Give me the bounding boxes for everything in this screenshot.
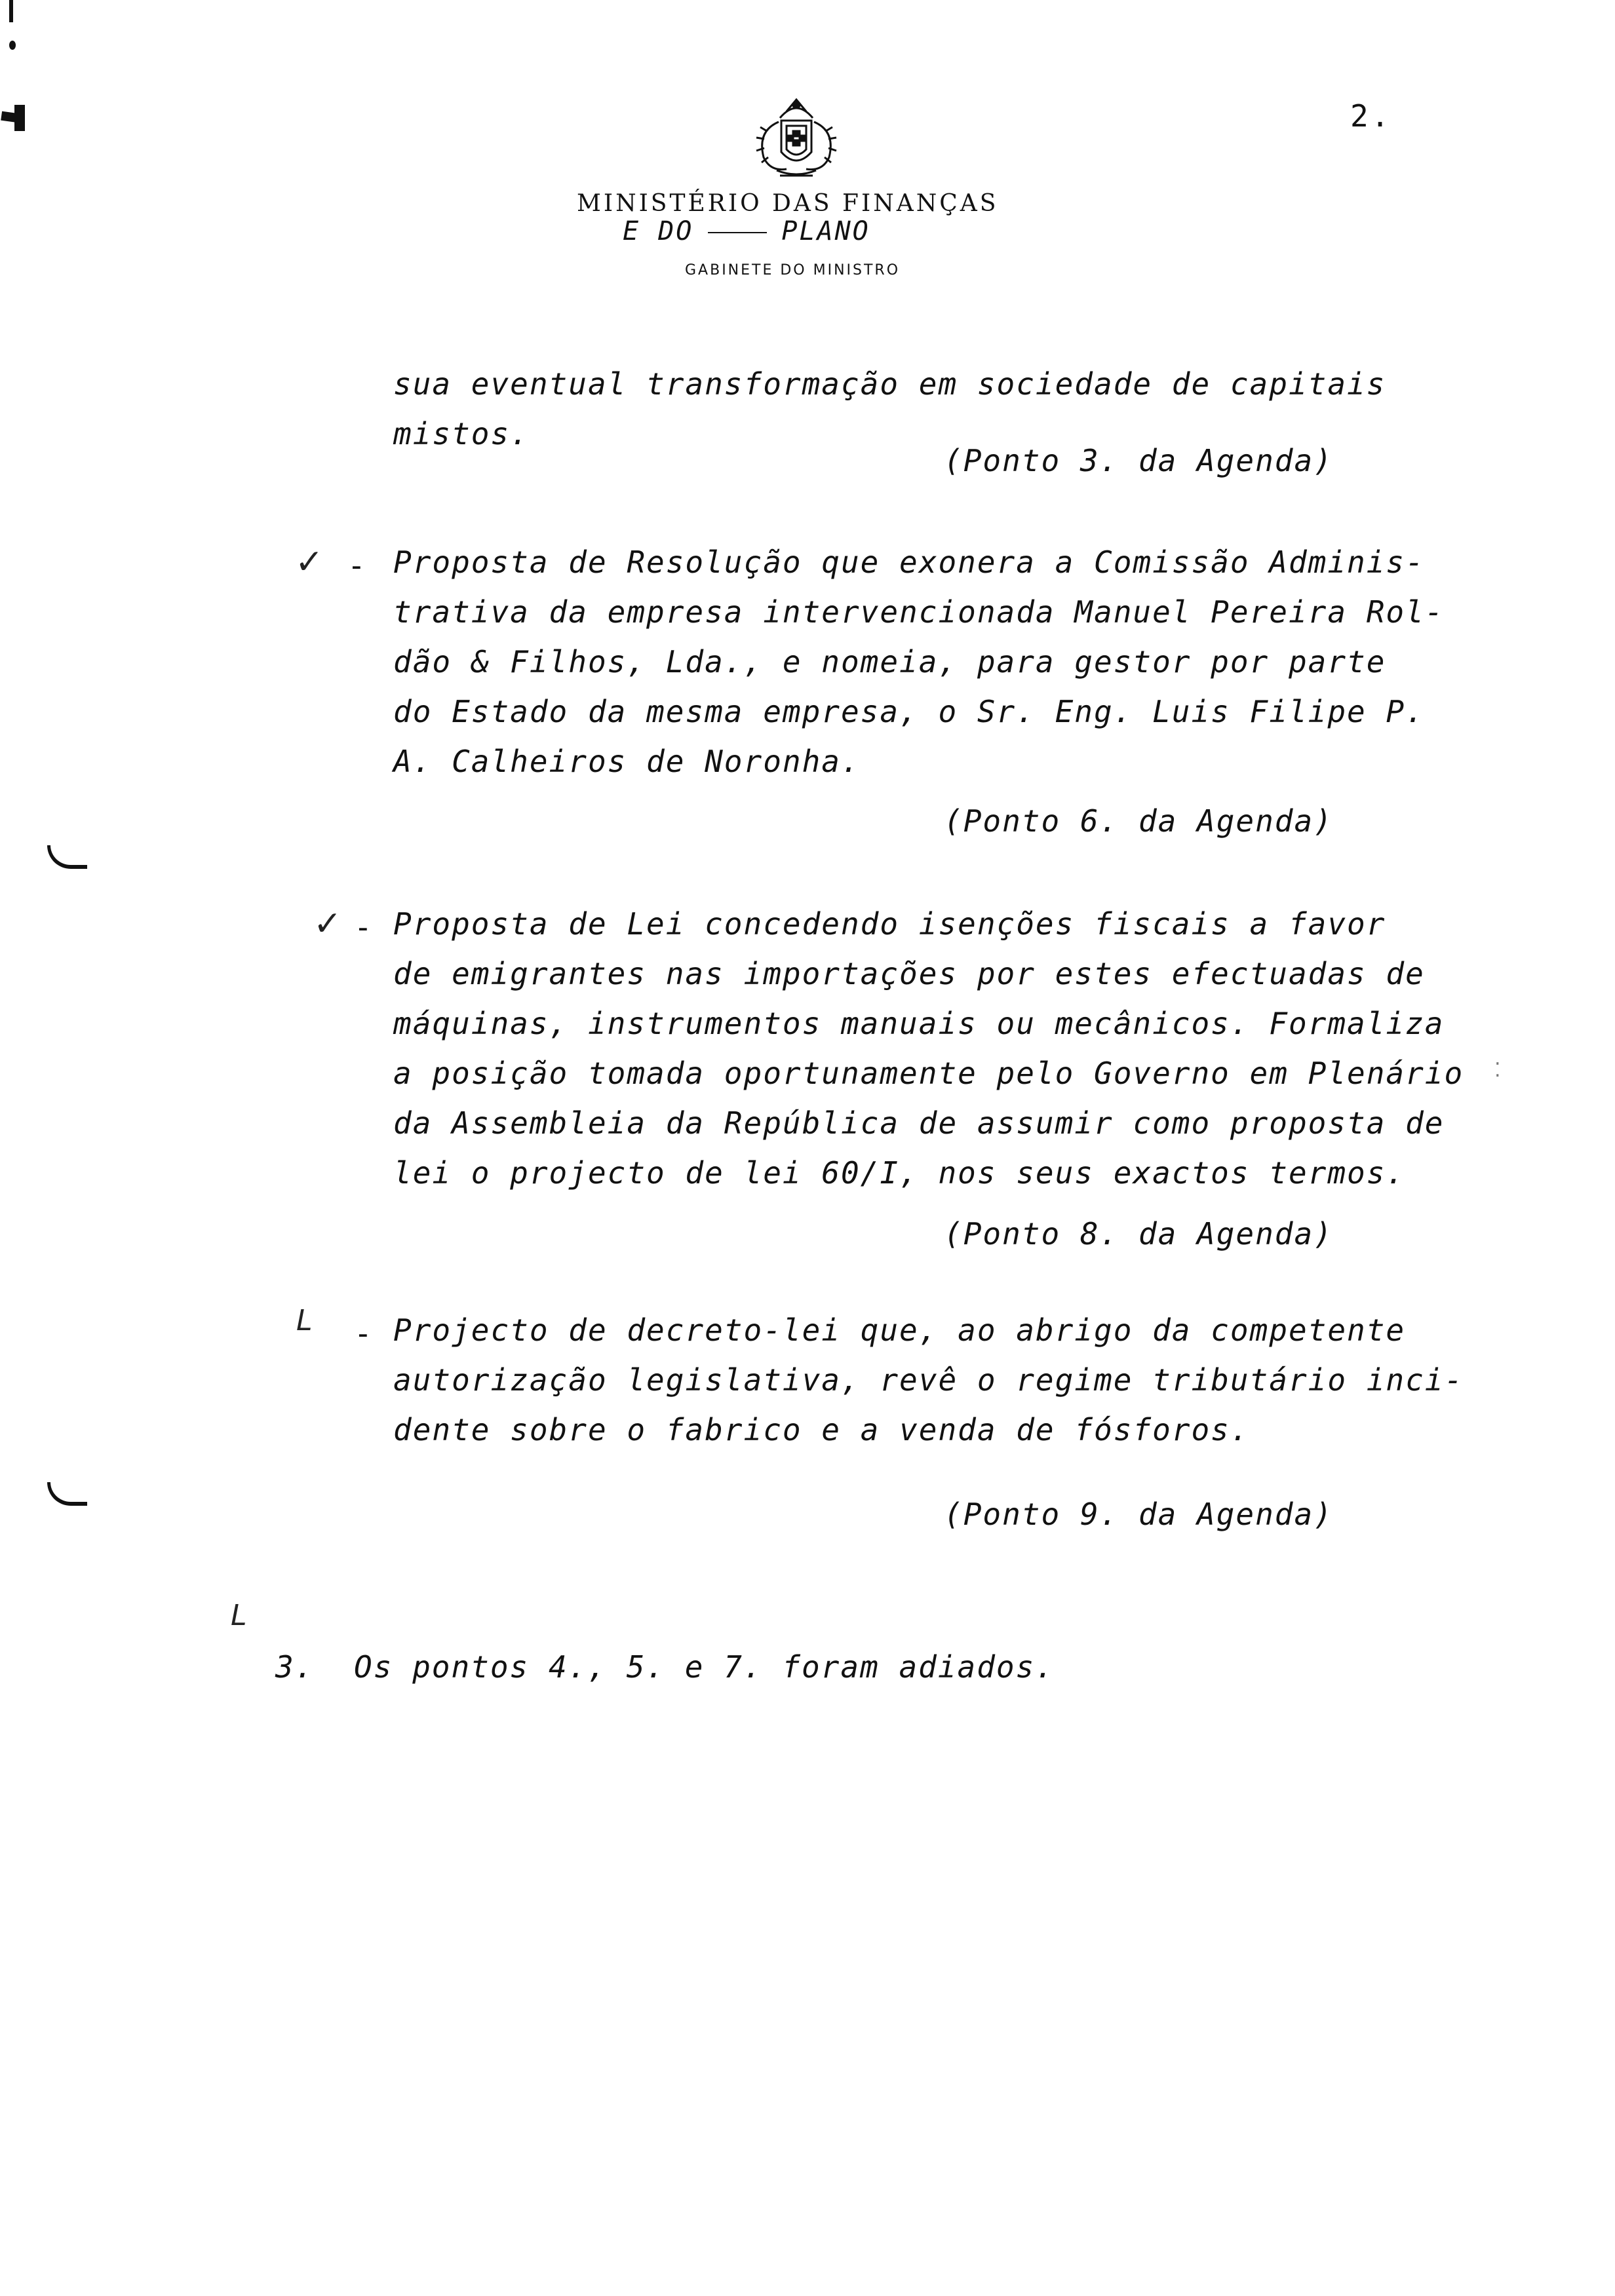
text-line: Proposta de Lei concedendo isenções fiscais a favor <box>393 906 1386 942</box>
text-line: da Assembleia da República de assumir como proposta de <box>393 1105 1445 1141</box>
text-line: máquinas, instrumentos manuais ou mecânicos. Formaliza <box>393 1006 1445 1041</box>
text-line: dão & Filhos, Lda., e nomeia, para gestor por parte <box>393 644 1386 679</box>
text-line: Proposta de Resolução que exonera a Comissão Adminis- <box>393 545 1425 580</box>
agenda-item <box>393 537 1445 786</box>
closing-number: 3. <box>275 1649 315 1685</box>
agenda-reference: (Ponto 9. da Agenda) <box>944 1497 1333 1532</box>
scan-speck: ⁚ <box>1494 1059 1501 1082</box>
checkmark-annotation: ✓ <box>295 543 324 582</box>
ministry-subtitle-right: PLANO <box>781 216 870 246</box>
cabinet-label: GABINETE DO MINISTRO <box>685 262 901 278</box>
text-line: dente sobre o fabrico e a venda de fósforos. <box>393 1412 1250 1447</box>
agenda-reference: (Ponto 8. da Agenda) <box>944 1216 1333 1252</box>
coat-of-arms-icon <box>741 92 852 183</box>
text-line: autorização legislativa, revê o regime tributário inci- <box>393 1362 1464 1398</box>
text-line: do Estado da mesma empresa, o Sr. Eng. Luis Filipe P. <box>393 694 1425 729</box>
text-line: mistos. <box>393 416 530 451</box>
agenda-item <box>393 899 1464 1198</box>
item-bullet: - <box>354 909 372 945</box>
checkmark-annotation: L <box>231 1599 247 1632</box>
closing-text: Os pontos 4., 5. e 7. foram adiados. <box>354 1649 1055 1685</box>
margin-annotation <box>47 1482 87 1506</box>
ministry-name: MINISTÉRIO DAS FINANÇAS <box>577 190 999 217</box>
page-number: 2. <box>1350 98 1392 134</box>
text-line: lei o projecto de lei 60/I, nos seus exactos termos. <box>393 1155 1406 1191</box>
ministry-subtitle-left: E DO <box>623 216 694 246</box>
agenda-reference: (Ponto 3. da Agenda) <box>944 443 1333 478</box>
checkmark-annotation: L <box>296 1304 313 1337</box>
agenda-reference: (Ponto 6. da Agenda) <box>944 803 1333 839</box>
item-bullet: - <box>354 1316 372 1351</box>
margin-annotation <box>47 845 87 869</box>
text-line: sua eventual transformação em sociedade de capitais <box>393 366 1386 402</box>
ministry-subtitle <box>623 216 870 246</box>
text-line: trativa da empresa intervencionada Manuel Pereira Rol- <box>393 594 1445 630</box>
text-line: A. Calheiros de Noronha. <box>393 744 861 779</box>
text-line: a posição tomada oportunamente pelo Governo em Plenário <box>393 1056 1464 1091</box>
checkmark-annotation: ✓ <box>313 904 342 944</box>
ministry-subtitle-rule <box>708 232 767 233</box>
text-line: de emigrantes nas importações por estes efectuadas de <box>393 956 1425 991</box>
item-bullet: - <box>347 548 366 583</box>
scan-edge-mark <box>14 105 25 131</box>
agenda-item <box>393 1305 1464 1455</box>
scan-edge-mark <box>9 0 13 22</box>
text-line: Projecto de decreto-lei que, ao abrigo da competente <box>393 1312 1406 1348</box>
scan-edge-mark <box>9 41 16 50</box>
